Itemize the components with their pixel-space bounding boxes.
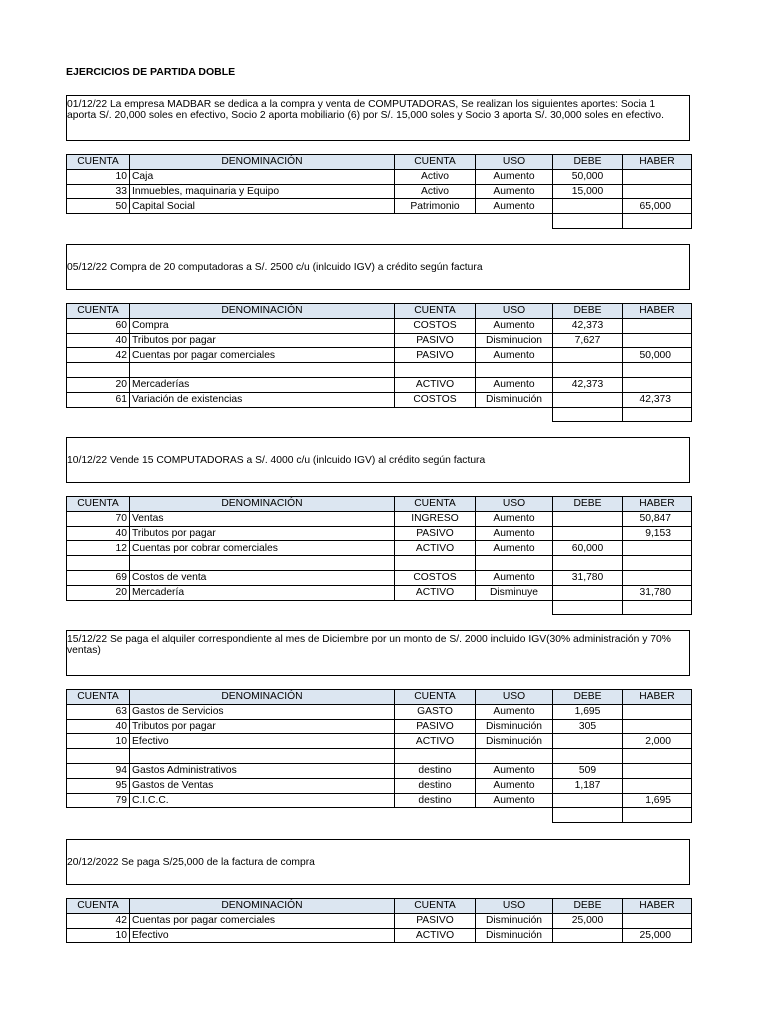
account-name: Costos de venta — [130, 570, 395, 585]
table-row — [67, 556, 692, 571]
account-name: Ventas — [130, 511, 395, 526]
account-name: Efectivo — [130, 734, 395, 749]
header-cuenta: CUENTA — [67, 304, 130, 319]
account-name: Efectivo — [130, 928, 395, 943]
debit-amount: 42,373 — [553, 318, 623, 333]
account-usage: Aumento — [476, 763, 553, 778]
credit-amount: 31,780 — [623, 585, 692, 600]
account-usage: Disminución — [476, 913, 553, 928]
header-uso: USO — [476, 155, 553, 170]
debit-amount: 25,000 — [553, 913, 623, 928]
empty-cell — [476, 407, 553, 422]
debit-total-cell — [553, 407, 623, 422]
table-row — [67, 169, 692, 184]
empty-cell — [67, 407, 130, 422]
account-name: C.I.C.C. — [130, 793, 395, 808]
debit-amount — [553, 556, 623, 571]
debit-amount: 1,187 — [553, 778, 623, 793]
debit-total-cell — [553, 808, 623, 823]
empty-cell — [130, 214, 395, 229]
account-name: Gastos de Servicios — [130, 704, 395, 719]
table-row — [67, 184, 692, 199]
debit-amount: 7,627 — [553, 333, 623, 348]
debit-amount — [553, 392, 623, 407]
table-row — [67, 511, 692, 526]
account-usage: Aumento — [476, 511, 553, 526]
table-row — [67, 763, 692, 778]
account-name: Caja — [130, 169, 395, 184]
account-type — [395, 363, 476, 378]
debit-amount — [553, 793, 623, 808]
debit-amount: 15,000 — [553, 184, 623, 199]
debit-amount — [553, 363, 623, 378]
account-code: 63 — [67, 704, 130, 719]
credit-amount — [623, 778, 692, 793]
header-debe: DEBE — [553, 497, 623, 512]
account-usage: Aumento — [476, 184, 553, 199]
header-denominacion: DENOMINACIÓN — [130, 497, 395, 512]
account-usage: Aumento — [476, 169, 553, 184]
exercise-description: 01/12/22 La empresa MADBAR se dedica a la compra y venta de COMPUTADORAS, Se realizan los siguientes aportes: Socia 1 aporta S/. 20,000 soles en efectivo, Socio 2 aporta mobiliario (6) por S/. 15,000 soles y Socio 3 aporta S/. 30,000 soles en efectivo. — [66, 95, 690, 141]
account-code: 40 — [67, 719, 130, 734]
credit-total-cell — [623, 808, 692, 823]
account-type: INGRESO — [395, 511, 476, 526]
table-row — [67, 348, 692, 363]
credit-amount: 50,847 — [623, 511, 692, 526]
account-code: 79 — [67, 793, 130, 808]
account-type: COSTOS — [395, 318, 476, 333]
empty-cell — [67, 600, 130, 615]
header-uso: USO — [476, 497, 553, 512]
account-name: Mercaderías — [130, 377, 395, 392]
journal-entry-table — [66, 689, 692, 823]
account-name: Tributos por pagar — [130, 526, 395, 541]
credit-amount — [623, 763, 692, 778]
credit-amount — [623, 719, 692, 734]
exercise-description: 20/12/2022 Se paga S/25,000 de la factura de compra — [66, 839, 690, 885]
account-usage: Disminución — [476, 928, 553, 943]
account-code: 40 — [67, 333, 130, 348]
header-tipo: CUENTA — [395, 155, 476, 170]
credit-amount: 65,000 — [623, 199, 692, 214]
empty-cell — [395, 214, 476, 229]
debit-amount — [553, 585, 623, 600]
account-type: PASIVO — [395, 333, 476, 348]
header-denominacion: DENOMINACIÓN — [130, 304, 395, 319]
debit-total-cell — [553, 214, 623, 229]
header-tipo: CUENTA — [395, 497, 476, 512]
table-header-row — [67, 497, 692, 512]
debit-amount — [553, 526, 623, 541]
credit-amount: 50,000 — [623, 348, 692, 363]
account-usage: Aumento — [476, 778, 553, 793]
account-code: 20 — [67, 585, 130, 600]
debit-amount: 31,780 — [553, 570, 623, 585]
account-usage — [476, 749, 553, 764]
journal-entry-table — [66, 496, 692, 615]
account-code: 70 — [67, 511, 130, 526]
debit-amount — [553, 749, 623, 764]
account-type: ACTIVO — [395, 541, 476, 556]
account-name — [130, 749, 395, 764]
exercise-description: 05/12/22 Compra de 20 computadoras a S/. 2500 c/u (inlcuido IGV) a crédito según factura — [66, 244, 690, 290]
account-name: Gastos de Ventas — [130, 778, 395, 793]
account-code: 20 — [67, 377, 130, 392]
header-debe: DEBE — [553, 155, 623, 170]
table-row — [67, 778, 692, 793]
empty-cell — [67, 214, 130, 229]
totals-row — [67, 214, 692, 229]
account-name: Compra — [130, 318, 395, 333]
credit-amount: 42,373 — [623, 392, 692, 407]
empty-cell — [130, 808, 395, 823]
account-type: PASIVO — [395, 526, 476, 541]
credit-amount — [623, 541, 692, 556]
account-type: ACTIVO — [395, 734, 476, 749]
account-type: COSTOS — [395, 570, 476, 585]
header-debe: DEBE — [553, 690, 623, 705]
account-usage — [476, 556, 553, 571]
credit-amount: 1,695 — [623, 793, 692, 808]
account-usage: Disminución — [476, 719, 553, 734]
credit-total-cell — [623, 214, 692, 229]
header-uso: USO — [476, 899, 553, 914]
account-code: 94 — [67, 763, 130, 778]
table-row — [67, 363, 692, 378]
account-type — [395, 749, 476, 764]
account-type — [395, 556, 476, 571]
account-usage: Aumento — [476, 377, 553, 392]
account-type: destino — [395, 778, 476, 793]
account-usage: Disminuye — [476, 585, 553, 600]
account-type: COSTOS — [395, 392, 476, 407]
journal-entry-table — [66, 303, 692, 422]
account-code: 60 — [67, 318, 130, 333]
account-name: Cuentas por pagar comerciales — [130, 913, 395, 928]
table-header-row — [67, 304, 692, 319]
empty-cell — [130, 600, 395, 615]
empty-cell — [395, 407, 476, 422]
credit-amount — [623, 377, 692, 392]
account-name: Tributos por pagar — [130, 333, 395, 348]
debit-amount — [553, 348, 623, 363]
credit-amount — [623, 333, 692, 348]
empty-cell — [395, 600, 476, 615]
credit-amount — [623, 169, 692, 184]
header-tipo: CUENTA — [395, 304, 476, 319]
account-code: 95 — [67, 778, 130, 793]
header-cuenta: CUENTA — [67, 497, 130, 512]
account-code — [67, 363, 130, 378]
debit-amount: 305 — [553, 719, 623, 734]
credit-amount — [623, 556, 692, 571]
empty-cell — [130, 407, 395, 422]
header-haber: HABER — [623, 497, 692, 512]
empty-cell — [476, 214, 553, 229]
table-row — [67, 318, 692, 333]
table-row — [67, 199, 692, 214]
account-name: Cuentas por cobrar comerciales — [130, 541, 395, 556]
empty-cell — [395, 808, 476, 823]
account-usage: Aumento — [476, 348, 553, 363]
debit-amount — [553, 734, 623, 749]
header-debe: DEBE — [553, 899, 623, 914]
totals-row — [67, 407, 692, 422]
account-code: 12 — [67, 541, 130, 556]
account-type: PASIVO — [395, 913, 476, 928]
account-usage: Disminución — [476, 392, 553, 407]
header-tipo: CUENTA — [395, 690, 476, 705]
account-code: 42 — [67, 348, 130, 363]
table-row — [67, 749, 692, 764]
account-type: Patrimonio — [395, 199, 476, 214]
account-type: ACTIVO — [395, 928, 476, 943]
empty-cell — [476, 808, 553, 823]
account-usage: Aumento — [476, 570, 553, 585]
debit-amount — [553, 928, 623, 943]
header-haber: HABER — [623, 304, 692, 319]
debit-amount: 60,000 — [553, 541, 623, 556]
account-code: 50 — [67, 199, 130, 214]
account-code — [67, 556, 130, 571]
account-name: Capital Social — [130, 199, 395, 214]
table-row — [67, 704, 692, 719]
account-usage: Aumento — [476, 704, 553, 719]
credit-amount: 9,153 — [623, 526, 692, 541]
account-usage: Disminución — [476, 734, 553, 749]
empty-cell — [67, 808, 130, 823]
debit-amount: 1,695 — [553, 704, 623, 719]
account-code: 61 — [67, 392, 130, 407]
debit-amount: 509 — [553, 763, 623, 778]
table-row — [67, 719, 692, 734]
debit-amount — [553, 511, 623, 526]
account-type: ACTIVO — [395, 377, 476, 392]
empty-cell — [476, 600, 553, 615]
document-title: EJERCICIOS DE PARTIDA DOBLE — [66, 66, 236, 78]
table-header-row — [67, 690, 692, 705]
credit-amount — [623, 913, 692, 928]
table-row — [67, 570, 692, 585]
account-type: Activo — [395, 169, 476, 184]
account-code: 40 — [67, 526, 130, 541]
account-type: PASIVO — [395, 348, 476, 363]
account-code: 10 — [67, 169, 130, 184]
account-name — [130, 363, 395, 378]
account-name: Gastos Administrativos — [130, 763, 395, 778]
account-code: 10 — [67, 734, 130, 749]
table-row — [67, 913, 692, 928]
credit-amount: 25,000 — [623, 928, 692, 943]
exercise-description: 15/12/22 Se paga el alquiler correspondiente al mes de Diciembre por un monto de S/. 2000 incluido IGV(30% administración y 70% ventas) — [66, 630, 690, 676]
header-debe: DEBE — [553, 304, 623, 319]
account-type: PASIVO — [395, 719, 476, 734]
header-haber: HABER — [623, 155, 692, 170]
credit-amount — [623, 570, 692, 585]
table-row — [67, 333, 692, 348]
debit-amount: 50,000 — [553, 169, 623, 184]
table-row — [67, 541, 692, 556]
credit-total-cell — [623, 600, 692, 615]
account-code — [67, 749, 130, 764]
account-usage: Aumento — [476, 541, 553, 556]
account-type: destino — [395, 793, 476, 808]
table-row — [67, 734, 692, 749]
account-code: 33 — [67, 184, 130, 199]
credit-amount — [623, 704, 692, 719]
header-denominacion: DENOMINACIÓN — [130, 899, 395, 914]
credit-amount: 2,000 — [623, 734, 692, 749]
debit-amount: 42,373 — [553, 377, 623, 392]
table-header-row — [67, 155, 692, 170]
account-usage: Aumento — [476, 199, 553, 214]
account-name — [130, 556, 395, 571]
account-name: Mercadería — [130, 585, 395, 600]
table-row — [67, 793, 692, 808]
account-usage: Aumento — [476, 318, 553, 333]
header-uso: USO — [476, 690, 553, 705]
account-name: Inmuebles, maquinaria y Equipo — [130, 184, 395, 199]
header-haber: HABER — [623, 690, 692, 705]
header-tipo: CUENTA — [395, 899, 476, 914]
credit-amount — [623, 363, 692, 378]
account-name: Cuentas por pagar comerciales — [130, 348, 395, 363]
account-type: Activo — [395, 184, 476, 199]
table-row — [67, 526, 692, 541]
credit-amount — [623, 318, 692, 333]
account-usage: Aumento — [476, 793, 553, 808]
credit-amount — [623, 184, 692, 199]
account-type: destino — [395, 763, 476, 778]
account-type: ACTIVO — [395, 585, 476, 600]
account-name: Variación de existencias — [130, 392, 395, 407]
journal-entry-table — [66, 898, 692, 943]
header-cuenta: CUENTA — [67, 899, 130, 914]
totals-row — [67, 808, 692, 823]
account-usage: Disminucion — [476, 333, 553, 348]
header-uso: USO — [476, 304, 553, 319]
debit-amount — [553, 199, 623, 214]
account-code: 69 — [67, 570, 130, 585]
header-haber: HABER — [623, 899, 692, 914]
table-row — [67, 392, 692, 407]
debit-total-cell — [553, 600, 623, 615]
account-code: 10 — [67, 928, 130, 943]
account-name: Tributos por pagar — [130, 719, 395, 734]
table-header-row — [67, 899, 692, 914]
journal-entry-table — [66, 154, 692, 229]
credit-amount — [623, 749, 692, 764]
totals-row — [67, 600, 692, 615]
header-cuenta: CUENTA — [67, 155, 130, 170]
table-row — [67, 585, 692, 600]
account-usage — [476, 363, 553, 378]
account-type: GASTO — [395, 704, 476, 719]
table-row — [67, 928, 692, 943]
header-denominacion: DENOMINACIÓN — [130, 155, 395, 170]
header-cuenta: CUENTA — [67, 690, 130, 705]
exercise-description: 10/12/22 Vende 15 COMPUTADORAS a S/. 4000 c/u (inlcuido IGV) al crédito según factura — [66, 437, 690, 483]
table-row — [67, 377, 692, 392]
account-usage: Aumento — [476, 526, 553, 541]
credit-total-cell — [623, 407, 692, 422]
header-denominacion: DENOMINACIÓN — [130, 690, 395, 705]
account-code: 42 — [67, 913, 130, 928]
